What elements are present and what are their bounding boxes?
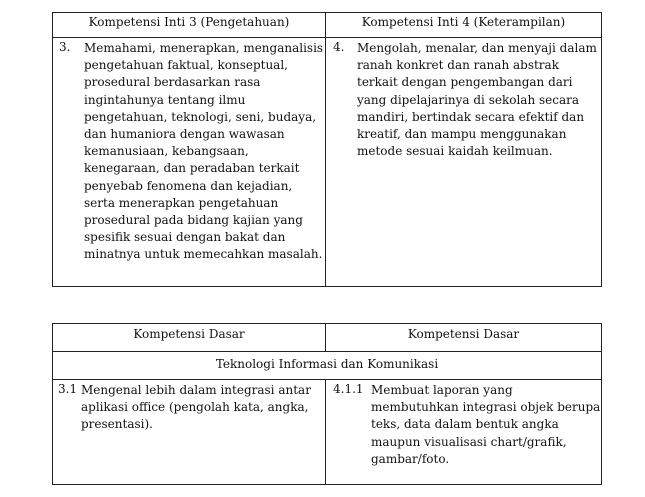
kd-3-1-text: Mengenal lebih dalam integrasi antar aplikasi office (pengolah kata, angka, presentasi). — [81, 383, 311, 432]
subject-row — [53, 352, 602, 380]
kd-4-1-1-number: 4.1.1 — [333, 382, 364, 396]
subject-title: Teknologi Informasi dan Komunikasi — [215, 357, 439, 371]
kd-right-header: Kompetensi Dasar — [407, 327, 520, 341]
kd-left-header-cell — [53, 324, 326, 352]
kompetensi-inti-table — [52, 12, 602, 287]
kd-3-1-cell — [53, 380, 326, 485]
kd-4-1-1-text: Membuat laporan yang membutuhkan integrasi objek berupa teks, data dalam bentuk angka maupun visualisasi chart/grafik, gambar/foto. — [371, 383, 601, 466]
ki4-text: Mengolah, menalar, dan menyaji dalam ranah konkret dan ranah abstrak terkait dengan pengembangan dari yang dipelajarinya di sekolah secara mandiri, bertindak secara efektif dan kreatif, dan mampu menggunakan metode sesuai kaidah keilmuan. — [357, 41, 597, 159]
kd-left-header: Kompetensi Dasar — [133, 327, 245, 341]
ki3-header: Kompetensi Inti 3 (Pengetahuan) — [88, 15, 290, 29]
ki3-header-cell — [53, 13, 326, 38]
kompetensi-dasar-table — [52, 323, 602, 485]
ki4-number: 4. — [333, 40, 345, 54]
ki4-header-cell — [326, 13, 602, 38]
ki4-cell — [326, 38, 602, 287]
ki3-number: 3. — [59, 40, 71, 54]
kd-4-1-1-cell — [326, 380, 602, 485]
kd-right-header-cell — [326, 324, 602, 352]
ki3-cell — [53, 38, 326, 287]
ki3-text: Memahami, menerapkan, menganalisis pengetahuan faktual, konseptual, prosedural berdasarkan rasa ingintahunya tentang ilmu pengetahuan, teknologi, seni, budaya, dan humaniora dengan wawasan kemanusiaan, kebangsaan, kenegaraan, dan peradaban terkait penyebab fenomena dan kejadian, serta menerapkan pengetahuan prosedural pada bidang kajian yang spesifik sesuai dengan bakat dan minatnya untuk memecahkan masalah. — [84, 41, 324, 262]
kd-3-1-number: 3.1 — [58, 382, 78, 396]
ki4-header: Kompetensi Inti 4 (Keterampilan) — [361, 15, 566, 29]
